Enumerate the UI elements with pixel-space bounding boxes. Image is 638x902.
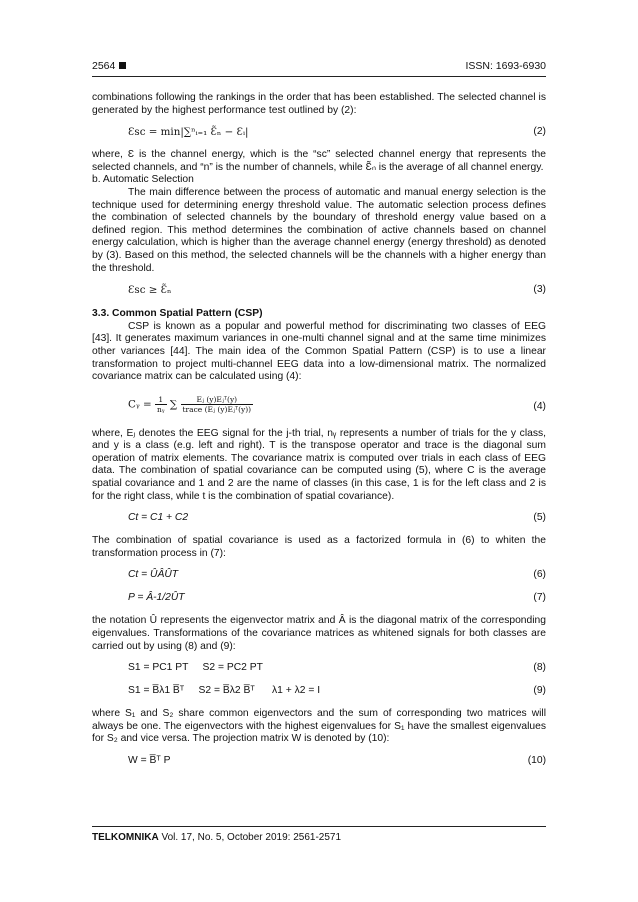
equation-10 [92,755,546,769]
equation-expression: P = Â-1/2ÛT [128,592,185,604]
paragraph: combinations following the rankings in the order that has been established. The selected channel is generated by the highest performance test outlined by (2): [92,92,546,116]
fraction-main [181,395,254,414]
equation-8 [92,662,546,676]
fraction-denominator: trace (Eⱼ (y)Eⱼᵀ(y)) [182,404,252,414]
equation-number: (2) [533,126,546,138]
equation-number: (5) [533,512,546,524]
equation-number: (3) [533,284,546,296]
paragraph: CSP is known as a popular and powerful method for discriminating two classes of EEG [43]. It generates maximum variances in one-multi channel signal and at the same time minimizes other variances [44]. The main idea of the Common Spatial Pattern (CSP) is to use a linear transformation to project multi-channel EEG data into a low-dimensional matrix. The normalized covariance matrix can be calculated using (4): [92,320,546,383]
equation-2 [92,126,546,140]
equation-expression: Ct = ÛÂÛT [128,569,179,581]
paragraph: where, Ɛ is the channel energy, which is the “sc” selected channel energy that represents the selected channels, and “n” is the number of channels, while Ɛ̃ₙ is the average of all channel energy. [92,149,546,173]
citation: Vol. 17, No. 5, October 2019: 2561-2571 [161,832,342,843]
equation-9 [92,685,546,699]
fraction-numerator: Eⱼ (y)Eⱼᵀ(y) [181,395,254,405]
equation-number: (9) [533,685,546,697]
equation-expression: W = B̅ᵀ P [128,755,171,766]
equation-4 [92,393,546,419]
equation-expression: Ct = C1 + C2 [128,512,189,524]
journal-name: TELKOMNIKA [92,832,159,843]
paragraph: The combination of spatial covariance is used as a factorized formula in (6) to whiten the transformation process in (7): [92,535,546,559]
equation-number: (7) [533,592,546,604]
equation-3 [92,284,546,298]
section-heading: 3.3. Common Spatial Pattern (CSP) [92,308,263,320]
equation-number: (8) [533,662,546,674]
sum-symbol: ∑ [169,398,178,411]
equation-number: (10) [527,755,546,766]
page-header [92,58,546,77]
page-number: 2564 [92,60,116,72]
issn: ISSN: 1693-6930 [465,60,546,72]
equation-5 [92,512,546,526]
equation-expression: S1 = B̅λ1 B̅ᵀ S2 = B̅λ2 B̅ᵀ λ1 + λ2 = I [128,685,321,697]
paragraph: The main difference between the process of automatic and manual energy selection is the technique used for determining energy threshold value. The automatic selection process defines the combination of selected channels by the boundary of threshold energy value based on a defined region. This method determines the combination of active channels based on channel energy calculation, which is higher than the average channel energy (energy threshold) as denoted by (3). Based on this method, the selected channels will be the channels with a higher energy than the threshold. [92,186,546,274]
equation-expression: S1 = PC1 PT S2 = PC2 PT [128,662,263,674]
equation-expression: Ɛsc ≥ Ɛ̃ₙ [128,284,172,297]
paragraph: the notation Û represents the eigenvector matrix and Â is the diagonal matrix of the corresponding eigenvalues. Transformations of the covariance matrices as whitened signals for both classes are carried out by using (8) and (9): [92,615,546,652]
paragraph: where S₁ and S₂ share common eigenvectors and the sum of corresponding two matrices will always be one. The eigenvectors with the highest eigenvalues for S₁ have the smallest eigenvalues for S₂ and vice versa. The projection matrix W is denoted by (10): [92,708,546,745]
equation-number: (6) [533,569,546,581]
page-number-label [92,60,126,72]
equation-lhs: Cᵧ = [128,398,152,411]
subsection-label: b. Automatic Selection [92,174,194,186]
fraction-coefficient [155,395,167,414]
equation-7 [92,592,546,606]
fraction-denominator: nᵧ [156,404,165,414]
equation-expression: Ɛsc = min|∑ⁿᵢ₌₁ Ɛ̃ₙ − Ɛᵢ| [128,126,249,139]
page-body [92,92,546,778]
equation-number: (4) [533,400,546,412]
paragraph: where, Eⱼ denotes the EEG signal for the j-th trial, nᵧ represents a number of trials for the y class, and y is a class (e.g. left and right). T is the transpose operator and trace is the diagonal sum operation of matrix elements. The covariance matrix is computed over trials in each class of EEG data. The combination of spatial covariance can be computed using (5), where C is the average spatial covariance and 1 and 2 are the name of classes (in this case, 1 is for the left class and 2 is for the right class, while t is the combination of spatial covariance). [92,427,546,502]
equation-expression [128,395,253,414]
fraction-numerator: 1 [155,395,167,405]
page-footer [92,826,546,843]
square-bullet-icon [119,62,126,69]
equation-6 [92,569,546,583]
